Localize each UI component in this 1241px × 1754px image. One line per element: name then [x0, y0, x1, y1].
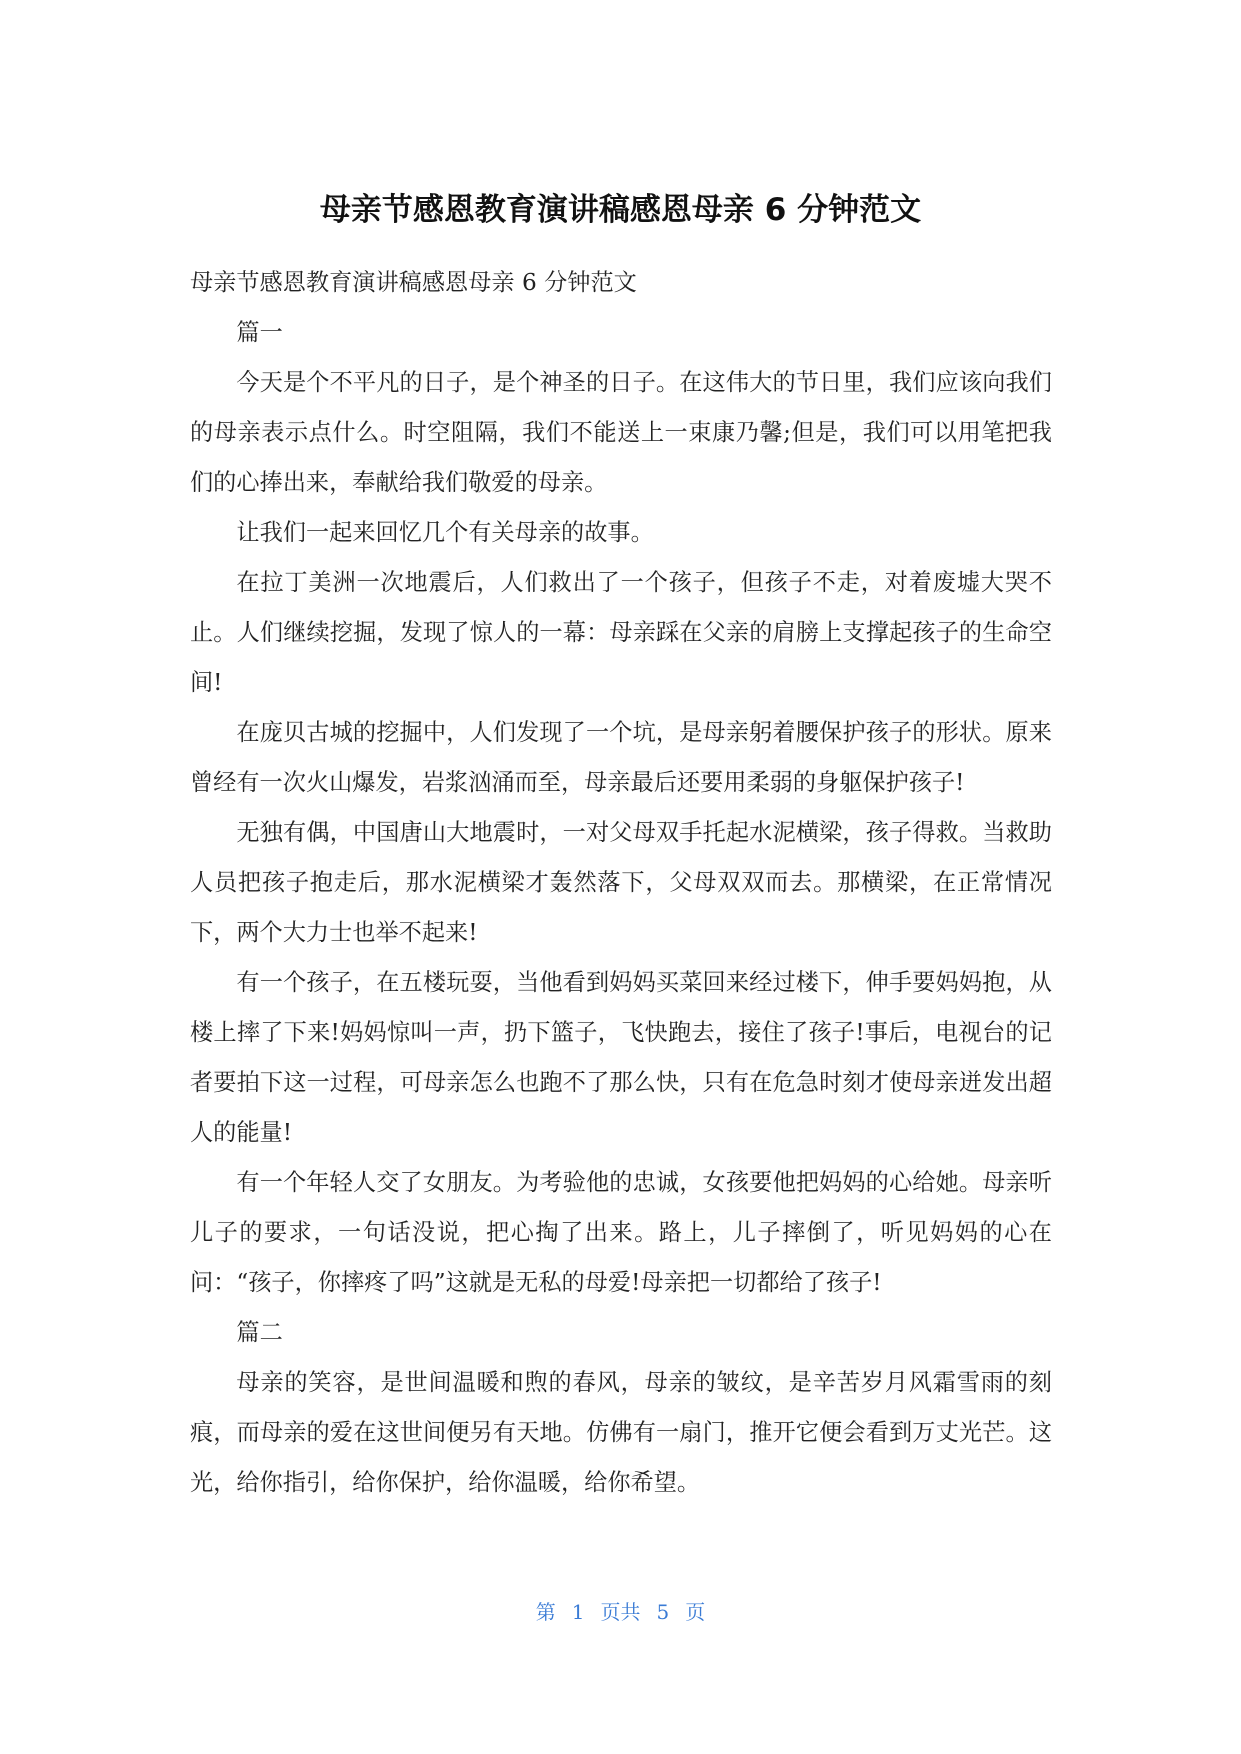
document-title: 母亲节感恩教育演讲稿感恩母亲 6 分钟范文: [319, 192, 922, 228]
paragraph: 有一个孩子，在五楼玩耍，当他看到妈妈买菜回来经过楼下，伸手要妈妈抱，从楼上摔了下来!妈妈惊叫一声，扔下篮子，飞快跑去，接住了孩子!事后，电视台的记者要拍下这一过程，可母亲怎么也跑不了那么快，只有在危急时刻才使母亲迸发出超人的能量!: [190, 969, 1052, 1146]
footer-suffix: 页: [685, 1600, 706, 1624]
paragraph: 今天是个不平凡的日子，是个神圣的日子。在这伟大的节日里，我们应该向我们的母亲表示点什么。时空阻隔，我们不能送上一束康乃馨;但是，我们可以用笔把我们的心捧出来，奉献给我们敬爱的母亲。: [190, 369, 1052, 496]
paragraph: 让我们一起来回忆几个有关母亲的故事。: [236, 519, 654, 546]
footer-middle: 页共: [600, 1600, 641, 1624]
footer-current-page: 1: [571, 1600, 585, 1624]
paragraph: 在庞贝古城的挖掘中，人们发现了一个坑，是母亲躬着腰保护孩子的形状。原来曾经有一次火山爆发，岩浆汹涌而至，母亲最后还要用柔弱的身躯保护孩子!: [190, 719, 1052, 796]
footer-total-pages: 5: [656, 1600, 670, 1624]
paragraph: 母亲的笑容，是世间温暖和煦的春风，母亲的皱纹，是辛苦岁月风霜雪雨的刻痕，而母亲的爱在这世间便另有天地。仿佛有一扇门，推开它便会看到万丈光芒。这光，给你指引，给你保护，给你温暖，给你希望。: [190, 1369, 1052, 1496]
paragraph: 有一个年轻人交了女朋友。为考验他的忠诚，女孩要他把妈妈的心给她。母亲听儿子的要求，一句话没说，把心掏了出来。路上，儿子摔倒了，听见妈妈的心在问：“孩子，你摔疼了吗”这就是无私的母爱!母亲把一切都给了孩子!: [190, 1169, 1052, 1296]
document-subtitle: 母亲节感恩教育演讲稿感恩母亲 6 分钟范文: [190, 269, 637, 296]
page-footer: [0, 1597, 1241, 1627]
document-body: [190, 258, 1052, 1508]
footer-prefix: 第: [535, 1600, 556, 1624]
paragraph: 在拉丁美洲一次地震后，人们救出了一个孩子，但孩子不走，对着废墟大哭不止。人们继续挖掘，发现了惊人的一幕：母亲踩在父亲的肩膀上支撑起孩子的生命空间!: [190, 569, 1052, 696]
section-heading-1: 篇一: [236, 319, 283, 346]
section-heading-2: 篇二: [236, 1319, 283, 1346]
paragraph: 无独有偶，中国唐山大地震时，一对父母双手托起水泥横梁，孩子得救。当救助人员把孩子抱走后，那水泥横梁才轰然落下，父母双双而去。那横梁，在正常情况下，两个大力士也举不起来!: [190, 819, 1052, 946]
